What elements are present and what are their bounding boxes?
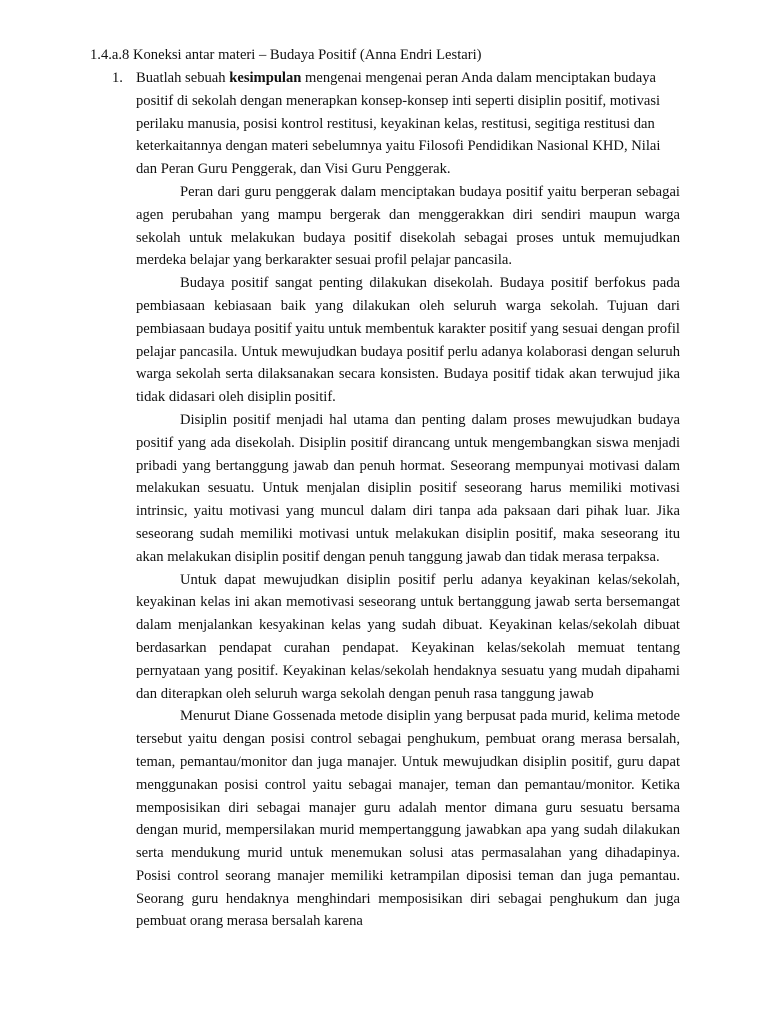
prompt-text-after: mengenai mengenai peran Anda dalam menciptakan budaya positif di sekolah dengan menerapkan konsep-konsep inti seperti disiplin positif, motivasi perilaku manusia, posisi kontrol restitusi, keyakinan kelas, restitusi, segitiga restitusi dan keterkaitannya dengan materi sebelumnya yaitu Filosofi Pendidikan Nasional KHD, Nilai dan Peran Guru Penggerak, dan Visi Guru Penggerak. [136,70,661,178]
paragraph: Peran dari guru penggerak dalam menciptakan budaya positif yaitu berperan sebagai agen perubahan yang mampu bergerak dan menggerakkan diri sendiri maupun warga sekolah untuk melakukan budaya positif disekolah sebagai proses untuk memujudkan merdeka belajar yang berkarakter sesuai profil pelajar pancasila. [136,183,680,269]
paragraph: Menurut Diane Gossenada metode disiplin yang berpusat pada murid, kelima metode tersebut yaitu dengan posisi control sebagai penghukum, pembuat orang merasa bersalah, teman, pemantau/monitor dan juga manajer. Untuk mewujudkan disiplin positif, guru dapat menggunakan posisi control yaitu sebagai manajer, teman dan pemantau/monitor. Ketika memposisikan diri sebagai manajer guru adalah mentor dimana guru sesuatu bersama dengan murid, mempersilakan murid mempertanggung jawabkan apa yang sudah dilakukan serta mendukung murid untuk menemukan solusi atas permasalahan yang dihadapinya. Posisi control seorang manajer memiliki ketrampilan diposisi teman dan juga pemantau. Seorang guru hendaknya menghindari memposisikan diri sebagai penghukum dan juga pembuat orang merasa bersalah karena [136,708,680,930]
paragraph: Untuk dapat mewujudkan disiplin positif perlu adanya keyakinan kelas/sekolah, keyakinan kelas ini akan memotivasi seseorang untuk bertanggung jawab serta bersemangat dalam menjalankan kesyakinan kelas yang sudah dibuat. Keyakinan kelas/sekolah dibuat berdasarkan pendapat curahan pendapat. Keyakinan kelas/sekolah memuat tentang pernyataan yang positif. Keyakinan kelas/sekolah hendaknya sesuatu yang mudah dipahami dan diterapkan oleh seluruh warga sekolah dengan penuh rasa tanggung jawab [136,571,680,702]
paragraph: Disiplin positif menjadi hal utama dan penting dalam proses mewujudkan budaya positif yang ada disekolah. Disiplin positif dirancang untuk mengembangkan siswa menjadi pribadi yang bertanggung jawab dan penuh hormat. Seseorang mempunyai motivasi dalam melakukan sesuatu. Untuk menjalan disiplin positif seseorang harus memiliki motivasi intrinsic, yaitu motivasi yang muncul dalam diri tanpa ada paksaan dari pihak luar. Jika seseorang sudah memiliki motivasi untuk melakukan disiplin positif, maka seseorang itu akan melakukan disiplin positif dengan penuh tanggung jawab dan tidak merasa terpaksa. [136,411,680,565]
prompt-keyword: kesimpulan [229,70,302,86]
question-prompt [136,67,680,181]
paragraph: Budaya positif sangat penting dilakukan disekolah. Budaya positif berfokus pada pembiasaan kebiasaan baik yang dilakukan oleh seluruh warga sekolah. Tujuan dari pembiasaan budaya positif yaitu untuk membentuk karakter positif yang sesuai dengan profil pelajar pancasila. Untuk mewujudkan budaya positif perlu adanya kolaborasi dengan seluruh warga sekolah serta dilaksanakan secara konsisten. Budaya positif tidak akan terwujud jika tidak didasari oleh disiplin positif. [136,275,680,406]
list-item-body [136,67,680,933]
list-item-number: 1. [112,70,123,86]
prompt-text-before: Buatlah sebuah [136,70,230,86]
section-heading: 1.4.a.8 Koneksi antar materi – Budaya Positif (Anna Endri Lestari) [90,47,482,63]
